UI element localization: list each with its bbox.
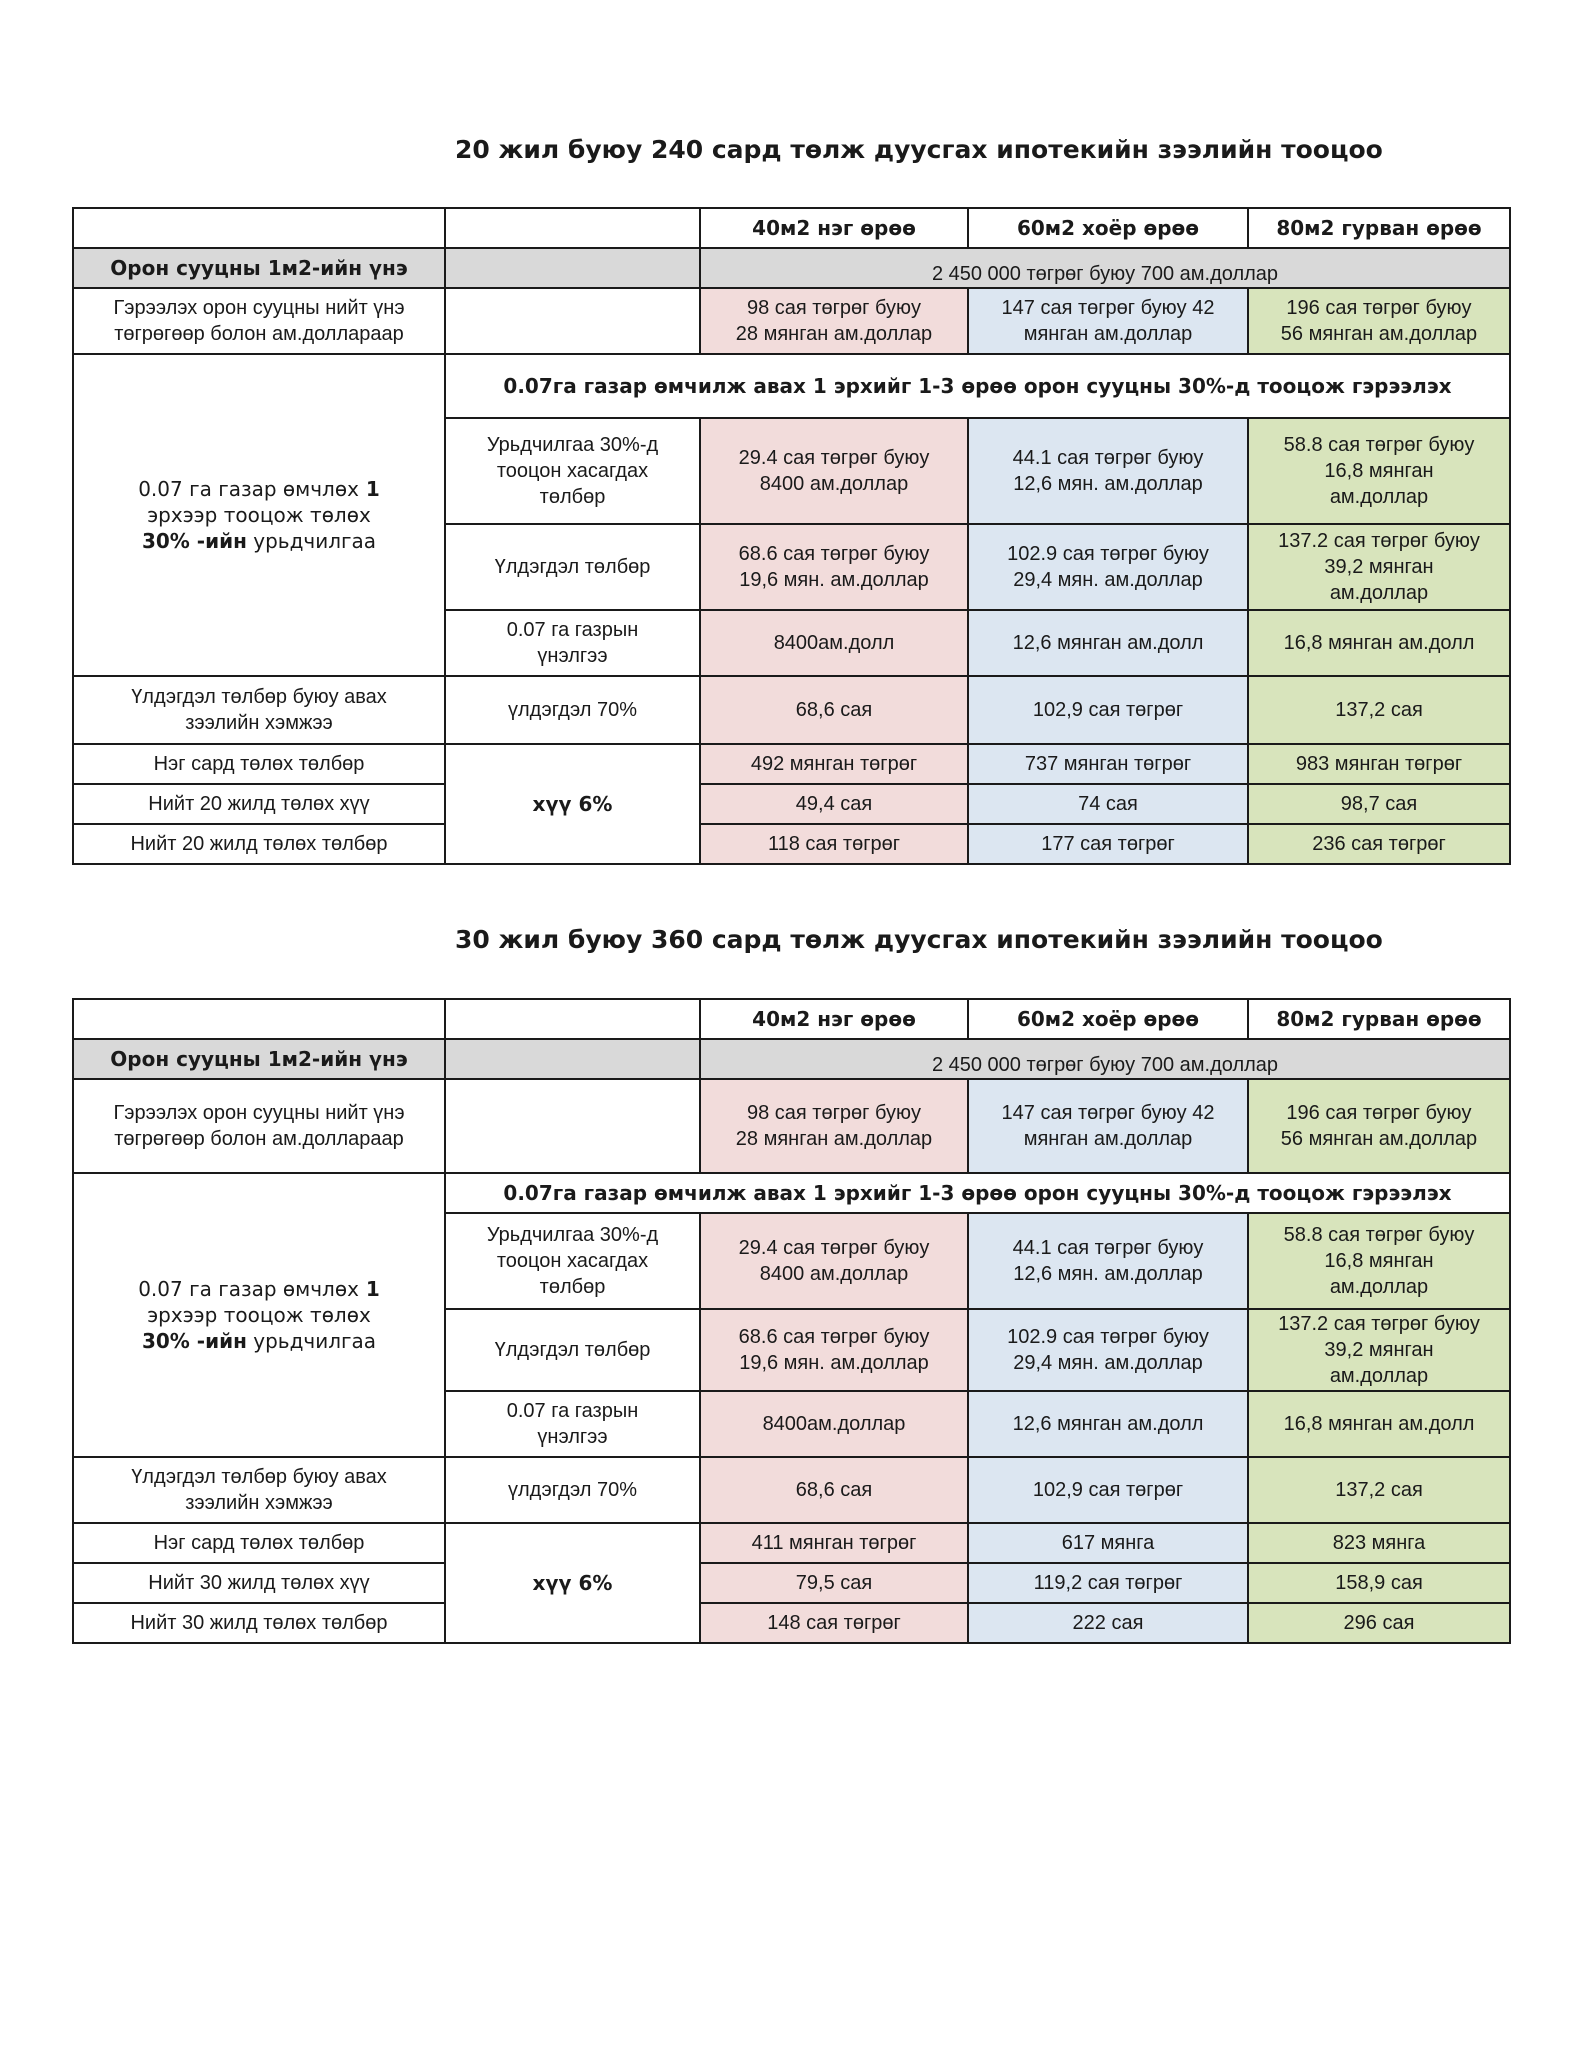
total-payment-row <box>73 824 1510 864</box>
downpayment-60m2: 44.1 сая төгрөг буюу 12,6 мян. ам.доллар <box>968 1213 1248 1309</box>
total-price-40m2: 98 сая төгрөг буюу 28 мянган ам.доллар <box>700 288 968 354</box>
total-payment-label: Нийт 30 жилд төлөх төлбөр <box>73 1603 445 1643</box>
total-payment-40m2: 148 сая төгрөг <box>700 1603 968 1643</box>
downpayment-80m2: 58.8 сая төгрөг буюу 16,8 мянган ам.доллар <box>1248 1213 1510 1309</box>
land-value-40m2: 8400ам.долл <box>700 610 968 676</box>
monthly-80m2: 983 мянган төгрөг <box>1248 744 1510 784</box>
downpayment-40m2: 29.4 сая төгрөг буюу 8400 ам.доллар <box>700 418 968 524</box>
loan-80m2: 137,2 сая <box>1248 676 1510 744</box>
downpayment-label: Урьдчилгаа 30%-д тооцон хасагдах төлбөр <box>445 1213 700 1309</box>
total-payment-60m2: 222 сая <box>968 1603 1248 1643</box>
total-price-60m2: 147 сая төгрөг буюу 42 мянган ам.доллар <box>968 288 1248 354</box>
total-price-80m2: 196 сая төгрөг буюу 56 мянган ам.доллар <box>1248 1079 1510 1173</box>
remaining-80m2: 137.2 сая төгрөг буюу 39,2 мянган ам.доллар <box>1248 524 1510 610</box>
loan-label: Үлдэгдэл төлбөр буюу авах зээлийн хэмжээ <box>73 1457 445 1523</box>
price-row <box>73 248 1510 288</box>
interest-60m2: 74 сая <box>968 784 1248 824</box>
total-price-80m2: 196 сая төгрөг буюу 56 мянган ам.доллар <box>1248 288 1510 354</box>
loan-row <box>73 676 1510 744</box>
col-header-60m2: 60м2 хоёр өрөө <box>968 999 1248 1039</box>
monthly-label: Нэг сард төлөх төлбөр <box>73 1523 445 1563</box>
price-label: Орон сууцны 1м2-ийн үнэ <box>73 248 445 288</box>
loan-40m2: 68,6 сая <box>700 676 968 744</box>
loan-label: Үлдэгдэл төлбөр буюу авах зээлийн хэмжээ <box>73 676 445 744</box>
downpayment-40m2: 29.4 сая төгрөг буюу 8400 ам.доллар <box>700 1213 968 1309</box>
remaining-40m2: 68.6 сая төгрөг буюу 19,6 мян. ам.доллар <box>700 1309 968 1391</box>
price-value: 2 450 000 төгрөг буюу 700 ам.доллар <box>700 248 1510 288</box>
interest-label: Нийт 30 жилд төлөх хүү <box>73 1563 445 1603</box>
empty-cell <box>445 1039 700 1079</box>
land-header-row <box>73 354 1510 418</box>
remaining-60m2: 102.9 сая төгрөг буюу 29,4 мян. ам.доллар <box>968 524 1248 610</box>
total-price-row <box>73 1079 1510 1173</box>
empty-cell <box>445 1079 700 1173</box>
land-value-label: 0.07 га газрын үнэлгээ <box>445 610 700 676</box>
header-row <box>73 208 1510 248</box>
interest-row <box>73 784 1510 824</box>
monthly-80m2: 823 мянга <box>1248 1523 1510 1563</box>
empty-cell <box>73 208 445 248</box>
price-value: 2 450 000 төгрөг буюу 700 ам.доллар <box>700 1039 1510 1079</box>
mortgage-table-20y <box>72 207 1511 865</box>
interest-40m2: 49,4 сая <box>700 784 968 824</box>
land-header: 0.07га газар өмчилж авах 1 эрхийг 1-3 өрөө орон сууцны 30%-д тооцож гэрээлэх <box>445 1173 1510 1213</box>
col-header-80m2: 80м2 гурван өрөө <box>1248 208 1510 248</box>
header-row <box>73 999 1510 1039</box>
monthly-60m2: 617 мянга <box>968 1523 1248 1563</box>
loan-mid-label: үлдэгдэл 70% <box>445 1457 700 1523</box>
interest-rate: хүү 6% <box>445 1523 700 1643</box>
land-header-row <box>73 1173 1510 1213</box>
col-header-40m2: 40м2 нэг өрөө <box>700 208 968 248</box>
interest-60m2: 119,2 сая төгрөг <box>968 1563 1248 1603</box>
land-value-60m2: 12,6 мянган ам.долл <box>968 1391 1248 1457</box>
col-header-80m2: 80м2 гурван өрөө <box>1248 999 1510 1039</box>
land-value-label: 0.07 га газрын үнэлгээ <box>445 1391 700 1457</box>
interest-rate: хүү 6% <box>445 744 700 864</box>
total-price-row <box>73 288 1510 354</box>
land-value-80m2: 16,8 мянган ам.долл <box>1248 610 1510 676</box>
mortgage-table-30y <box>72 998 1511 1644</box>
remaining-label: Үлдэгдэл төлбөр <box>445 1309 700 1391</box>
downpayment-label: Урьдчилгаа 30%-д тооцон хасагдах төлбөр <box>445 418 700 524</box>
empty-cell <box>445 208 700 248</box>
loan-40m2: 68,6 сая <box>700 1457 968 1523</box>
monthly-row <box>73 744 1510 784</box>
land-value-60m2: 12,6 мянган ам.долл <box>968 610 1248 676</box>
price-row <box>73 1039 1510 1079</box>
monthly-60m2: 737 мянган төгрөг <box>968 744 1248 784</box>
downpayment-80m2: 58.8 сая төгрөг буюу 16,8 мянган ам.доллар <box>1248 418 1510 524</box>
remaining-80m2: 137.2 сая төгрөг буюу 39,2 мянган ам.доллар <box>1248 1309 1510 1391</box>
total-payment-80m2: 296 сая <box>1248 1603 1510 1643</box>
price-label: Орон сууцны 1м2-ийн үнэ <box>73 1039 445 1079</box>
table-1-title: 20 жил буюу 240 сард төлж дуусгах ипотекийн зээлийн тооцоо <box>455 135 1383 164</box>
monthly-40m2: 411 мянган төгрөг <box>700 1523 968 1563</box>
loan-60m2: 102,9 сая төгрөг <box>968 1457 1248 1523</box>
loan-mid-label: үлдэгдэл 70% <box>445 676 700 744</box>
total-price-label: Гэрээлэх орон сууцны нийт үнэ төгрөгөөр болон ам.доллараар <box>73 1079 445 1173</box>
col-header-60m2: 60м2 хоёр өрөө <box>968 208 1248 248</box>
loan-80m2: 137,2 сая <box>1248 1457 1510 1523</box>
interest-80m2: 158,9 сая <box>1248 1563 1510 1603</box>
land-value-80m2: 16,8 мянган ам.долл <box>1248 1391 1510 1457</box>
total-payment-60m2: 177 сая төгрөг <box>968 824 1248 864</box>
interest-40m2: 79,5 сая <box>700 1563 968 1603</box>
remaining-label: Үлдэгдэл төлбөр <box>445 524 700 610</box>
land-left-label: 0.07 га газар өмчлөх 1 эрхээр тооцож төлөх 30% -ийн урьдчилгаа <box>73 1173 445 1457</box>
empty-cell <box>445 248 700 288</box>
remaining-60m2: 102.9 сая төгрөг буюу 29,4 мян. ам.доллар <box>968 1309 1248 1391</box>
monthly-40m2: 492 мянган төгрөг <box>700 744 968 784</box>
loan-row <box>73 1457 1510 1523</box>
interest-80m2: 98,7 сая <box>1248 784 1510 824</box>
total-price-40m2: 98 сая төгрөг буюу 28 мянган ам.доллар <box>700 1079 968 1173</box>
land-left-label: 0.07 га газар өмчлөх 1 эрхээр тооцож төлөх 30% -ийн урьдчилгаа <box>73 354 445 676</box>
total-price-60m2: 147 сая төгрөг буюу 42 мянган ам.доллар <box>968 1079 1248 1173</box>
empty-cell <box>445 999 700 1039</box>
table-2-title: 30 жил буюу 360 сард төлж дуусгах ипотекийн зээлийн тооцоо <box>455 925 1383 954</box>
col-header-40m2: 40м2 нэг өрөө <box>700 999 968 1039</box>
empty-cell <box>445 288 700 354</box>
total-payment-40m2: 118 сая төгрөг <box>700 824 968 864</box>
land-value-40m2: 8400ам.доллар <box>700 1391 968 1457</box>
total-price-label: Гэрээлэх орон сууцны нийт үнэ төгрөгөөр болон ам.доллараар <box>73 288 445 354</box>
empty-cell <box>73 999 445 1039</box>
interest-row <box>73 1563 1510 1603</box>
interest-label: Нийт 20 жилд төлөх хүү <box>73 784 445 824</box>
total-payment-row <box>73 1603 1510 1643</box>
downpayment-60m2: 44.1 сая төгрөг буюу 12,6 мян. ам.доллар <box>968 418 1248 524</box>
monthly-row <box>73 1523 1510 1563</box>
monthly-label: Нэг сард төлөх төлбөр <box>73 744 445 784</box>
loan-60m2: 102,9 сая төгрөг <box>968 676 1248 744</box>
land-header: 0.07га газар өмчилж авах 1 эрхийг 1-3 өрөө орон сууцны 30%-д тооцож гэрээлэх <box>445 354 1510 418</box>
remaining-40m2: 68.6 сая төгрөг буюу 19,6 мян. ам.доллар <box>700 524 968 610</box>
total-payment-80m2: 236 сая төгрөг <box>1248 824 1510 864</box>
total-payment-label: Нийт 20 жилд төлөх төлбөр <box>73 824 445 864</box>
